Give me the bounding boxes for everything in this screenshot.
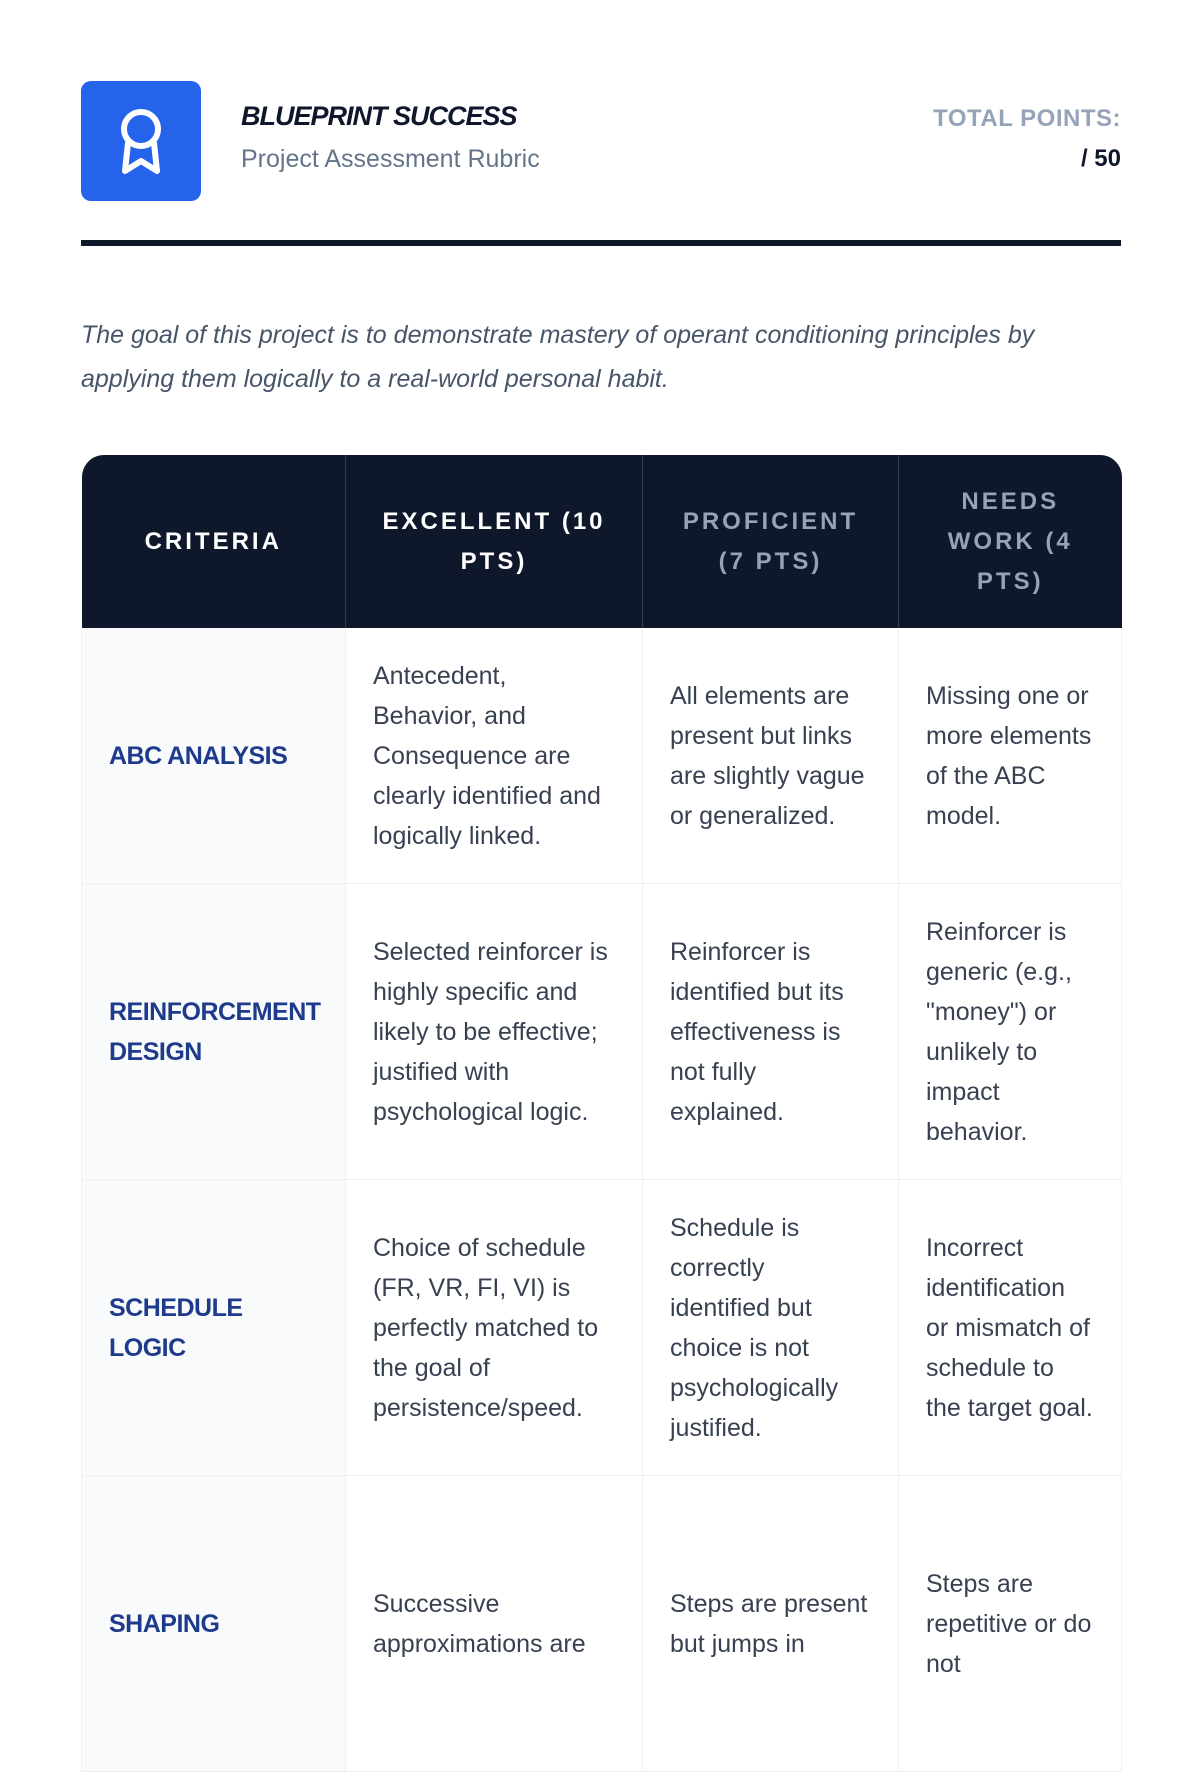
proficient-cell: Schedule is correctly identified but choice is not psychologically justified. [643,1180,899,1476]
header-needs-work: NEEDS WORK (4 PTS) [899,455,1122,628]
table-row [82,884,1122,1180]
brand-title: BLUEPRINT SUCCESS [241,101,517,131]
table-row [82,628,1122,884]
proficient-cell: All elements are present but links are slightly vague or generalized. [643,628,899,884]
proficient-cell: Reinforcer is identified but its effectiveness is not fully explained. [643,884,899,1180]
proficient-cell: Steps are present but jumps in [643,1476,899,1772]
needs-work-cell: Steps are repetitive or do not [899,1476,1122,1772]
criteria-cell: SCHEDULE LOGIC [82,1180,346,1476]
needs-work-cell: Reinforcer is generic (e.g., "money") or unlikely to impact behavior. [899,884,1122,1180]
total-points-value: / 50 [1080,145,1121,172]
intro-paragraph: The goal of this project is to demonstrate mastery of operant conditioning principles by applying them logically to a real-world personal habit. [81,321,1035,393]
total-points-label: TOTAL POINTS: [933,105,1121,132]
excellent-cell: Choice of schedule (FR, VR, FI, VI) is perfectly matched to the goal of persistence/speed. [346,1180,643,1476]
criteria-cell: REINFORCEMENT DESIGN [82,884,346,1180]
table-row [82,1476,1122,1772]
rubric-table [81,455,1122,1772]
excellent-cell: Selected reinforcer is highly specific and likely to be effective; justified with psychological logic. [346,884,643,1180]
criteria-cell: SHAPING [82,1476,346,1772]
criteria-cell: ABC ANALYSIS [82,628,346,884]
table-header-row [82,455,1122,628]
header-proficient: PROFICIENT (7 PTS) [643,455,899,628]
logo [81,81,201,201]
table-row [82,1180,1122,1476]
award-ribbon-icon [115,107,167,175]
header-divider [81,240,1121,246]
needs-work-cell: Missing one or more elements of the ABC model. [899,628,1122,884]
page-subtitle: Project Assessment Rubric [241,145,540,173]
needs-work-cell: Incorrect identification or mismatch of schedule to the target goal. [899,1180,1122,1476]
header [81,81,1121,201]
excellent-cell: Antecedent, Behavior, and Consequence are clearly identified and logically linked. [346,628,643,884]
excellent-cell: Successive approximations are [346,1476,643,1772]
header-criteria: CRITERIA [82,455,346,628]
header-excellent: EXCELLENT (10 PTS) [346,455,643,628]
